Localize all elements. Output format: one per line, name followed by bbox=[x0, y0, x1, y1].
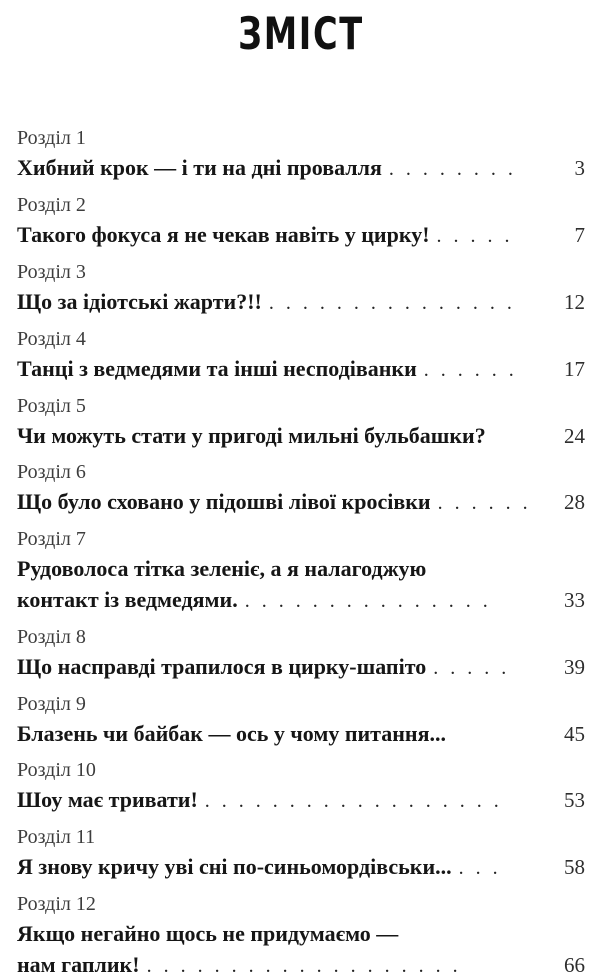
dot-leader: . . . . . . . . . . . . . . . bbox=[244, 590, 488, 612]
dot-leader: . . . . . . . . bbox=[388, 158, 513, 180]
chapter-number-label: Розділ 5 bbox=[17, 395, 86, 417]
toc-entry bbox=[17, 325, 585, 386]
chapter-title-line bbox=[17, 851, 585, 884]
page-number: 12 bbox=[564, 290, 585, 314]
chapter-title-text: Танці з ведмедями та інші несподіванки bbox=[17, 356, 417, 381]
toc-entry bbox=[17, 756, 585, 817]
chapter-title-line bbox=[17, 152, 585, 185]
page-number: 17 bbox=[564, 357, 585, 381]
toc-entry bbox=[17, 623, 585, 684]
chapter-title-line bbox=[17, 584, 585, 617]
chapter-title-line bbox=[17, 949, 585, 980]
chapter-number-label: Розділ 1 bbox=[17, 127, 86, 149]
toc-entry bbox=[17, 458, 585, 519]
page-number: 28 bbox=[564, 490, 585, 514]
toc-entry bbox=[17, 124, 585, 185]
chapter-number-label: Розділ 12 bbox=[17, 893, 96, 915]
chapter-title-text: Що за ідіотські жарти?!! bbox=[17, 289, 262, 314]
chapter-title-line bbox=[17, 219, 585, 252]
chapter-title-line bbox=[17, 420, 585, 452]
chapter-title-text: Що насправді трапилося в цирку-шапіто bbox=[17, 654, 427, 679]
chapter-title-text: нам гаплик! bbox=[17, 952, 140, 977]
page-number: 45 bbox=[564, 722, 585, 746]
chapter-title-text: Такого фокуса я не чекав навіть у цирку! bbox=[17, 222, 430, 247]
chapter-title-line bbox=[17, 718, 585, 750]
toc-list bbox=[17, 124, 585, 980]
chapter-title-line bbox=[17, 784, 585, 817]
dot-leader: . . . . . . bbox=[437, 492, 528, 514]
chapter-title-line bbox=[17, 651, 585, 684]
dot-leader: . . . . . . bbox=[423, 359, 514, 381]
dot-leader: . . . bbox=[458, 857, 498, 879]
chapter-number-label: Розділ 2 bbox=[17, 194, 86, 216]
toc-entry bbox=[17, 690, 585, 750]
chapter-title-text: Що було сховано у підошві лівої кросівки bbox=[17, 489, 431, 514]
chapter-number-label: Розділ 9 bbox=[17, 693, 86, 715]
chapter-title-line bbox=[17, 286, 585, 319]
page-number: 39 bbox=[564, 655, 585, 679]
page-number: 53 bbox=[564, 788, 585, 812]
chapter-title-line bbox=[17, 486, 585, 519]
page-title: ЗМІСТ bbox=[238, 8, 364, 60]
chapter-title-line: Рудоволоса тітка зеленіє, а я налагоджую bbox=[17, 556, 427, 581]
chapter-title-text: Я знову кричу уві сні по-синьомордівськи... bbox=[17, 854, 452, 879]
toc-entry bbox=[17, 525, 585, 617]
page-number: 7 bbox=[574, 223, 585, 247]
chapter-number-label: Розділ 7 bbox=[17, 528, 86, 550]
dot-leader: . . . . . . . . . . . . . . . bbox=[268, 292, 512, 314]
chapter-number-label: Розділ 3 bbox=[17, 261, 86, 283]
toc-entry bbox=[17, 392, 585, 452]
chapter-number-label: Розділ 11 bbox=[17, 826, 96, 848]
toc-entry bbox=[17, 191, 585, 252]
dot-leader: . . . . . . . . . . . . . . . . . . . bbox=[146, 955, 458, 977]
toc-entry bbox=[17, 890, 585, 980]
chapter-number-label: Розділ 4 bbox=[17, 328, 86, 350]
page-number: 3 bbox=[574, 156, 585, 180]
chapter-title-text: контакт із ведмедями. bbox=[17, 587, 238, 612]
chapter-title-text: Блазень чи байбак — ось у чому питання... bbox=[17, 721, 446, 746]
toc-entry bbox=[17, 258, 585, 319]
chapter-title-text: Шоу має тривати! bbox=[17, 787, 198, 812]
dot-leader: . . . . . bbox=[436, 225, 510, 247]
page-number: 66 bbox=[564, 953, 585, 977]
dot-leader: . . . . . . . . . . . . . . . . . . bbox=[204, 790, 499, 812]
toc-entry bbox=[17, 823, 585, 884]
chapter-number-label: Розділ 8 bbox=[17, 626, 86, 648]
chapter-number-label: Розділ 10 bbox=[17, 759, 96, 781]
chapter-title-text: Чи можуть стати у пригоді мильні бульбашки? bbox=[17, 423, 486, 448]
chapter-title-text: Хибний крок — і ти на дні провалля bbox=[17, 155, 382, 180]
chapter-title-line: Якщо негайно щось не придумаємо — bbox=[17, 921, 399, 946]
page-number: 24 bbox=[564, 424, 585, 448]
chapter-number-label: Розділ 6 bbox=[17, 461, 86, 483]
chapter-title-line bbox=[17, 353, 585, 386]
dot-leader: . . . . . bbox=[433, 657, 507, 679]
page-number: 58 bbox=[564, 855, 585, 879]
page-number: 33 bbox=[564, 588, 585, 612]
